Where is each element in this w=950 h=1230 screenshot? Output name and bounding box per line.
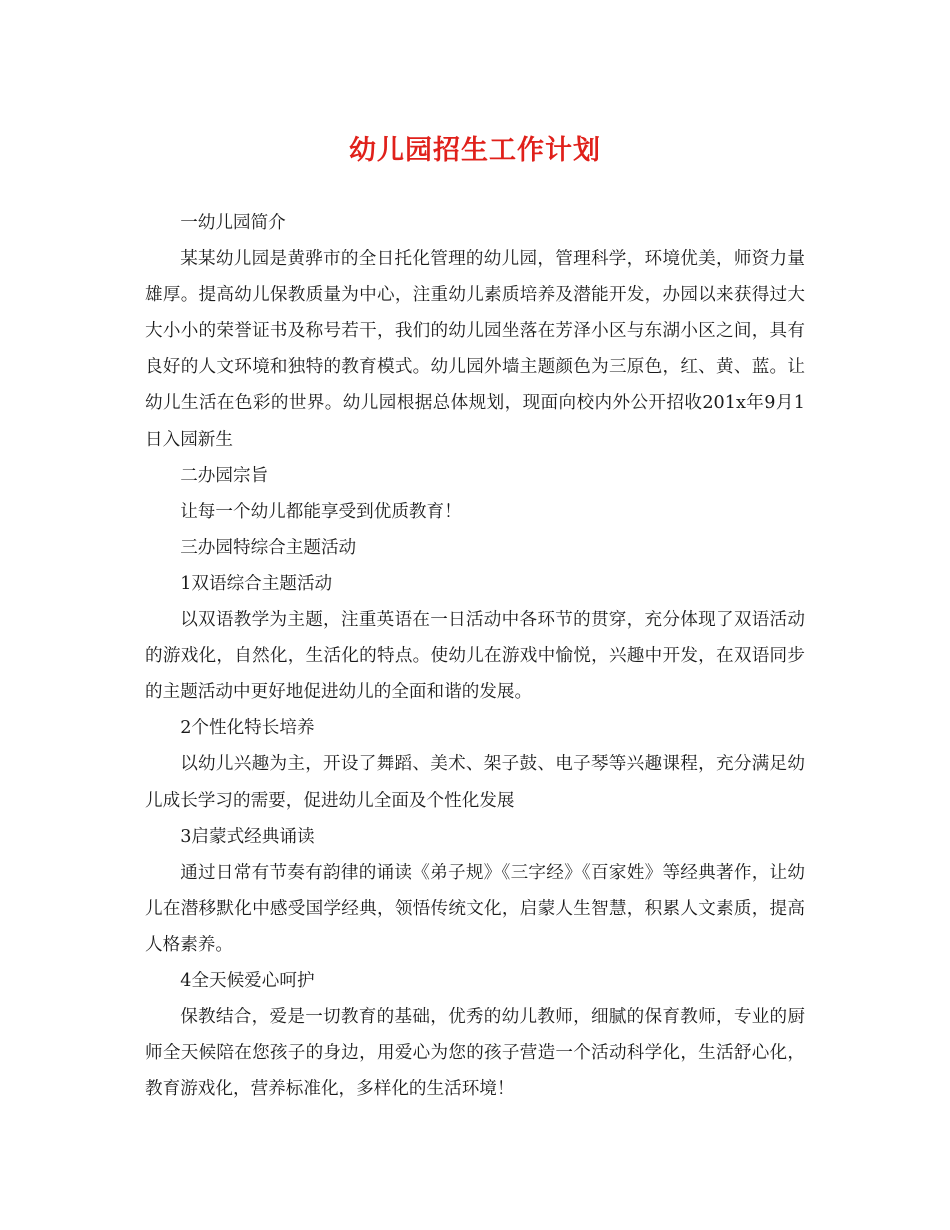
paragraph-classics: 通过日常有节奏有韵律的诵读《弟子规》《三字经》《百家姓》等经典著作，让幼儿在潜移默化中感受国学经典，领悟传统文化，启蒙人生智慧，积累人文素质，提高人格素养。 (145, 862, 805, 955)
paragraph-care: 保教结合，爱是一切教育的基础，优秀的幼儿教师，细腻的保育教师，专业的厨师全天候陪在您孩子的身边，用爱心为您的孩子营造一个活动科学化，生活舒心化，教育游戏化，营养标准化，多样化的生活环境！ (145, 1007, 805, 1100)
subheading-care: 4全天候爱心呵护 (180, 970, 315, 991)
document-title: 幼儿园招生工作计划 (349, 135, 601, 166)
subheading-talent: 2个性化特长培养 (180, 718, 315, 739)
paragraph-intro: 某某幼儿园是黄骅市的全日托化管理的幼儿园，管理科学，环境优美，师资力量雄厚。提高幼儿保教质量为中心，注重幼儿素质培养及潜能开发，办园以来获得过大大小小的荣誉证书及称号若干，我们的幼儿园坐落在芳泽小区与东湖小区之间，具有良好的人文环境和独特的教育模式。幼儿园外墙主题颜色为三原色，红、黄、蓝。让幼儿生活在色彩的世界。幼儿园根据总体规划，现面向校内外公开招收201x年9月1日入园新生 (145, 249, 805, 450)
paragraph-talent: 以幼儿兴趣为主，开设了舞蹈、美术、架子鼓、电子琴等兴趣课程，充分满足幼儿成长学习的需要，促进幼儿全面及个性化发展 (145, 754, 805, 811)
paragraph-bilingual: 以双语教学为主题，注重英语在一日活动中各环节的贯穿，充分体现了双语活动的游戏化，自然化，生活化的特点。使幼儿在游戏中愉悦，兴趣中开发，在双语同步的主题活动中更好地促进幼儿的全面和谐的发展。 (145, 610, 805, 703)
section-heading-intro: 一幼儿园简介 (180, 213, 286, 233)
document-body (145, 205, 805, 1107)
subheading-bilingual: 1双语综合主题活动 (180, 573, 333, 594)
section-heading-purpose: 二办园宗旨 (180, 465, 269, 486)
paragraph-purpose: 让每一个幼儿都能享受到优质教育！ (180, 501, 462, 522)
section-heading-activities: 三办园特综合主题活动 (180, 537, 357, 558)
subheading-classics: 3启蒙式经典诵读 (180, 826, 315, 847)
